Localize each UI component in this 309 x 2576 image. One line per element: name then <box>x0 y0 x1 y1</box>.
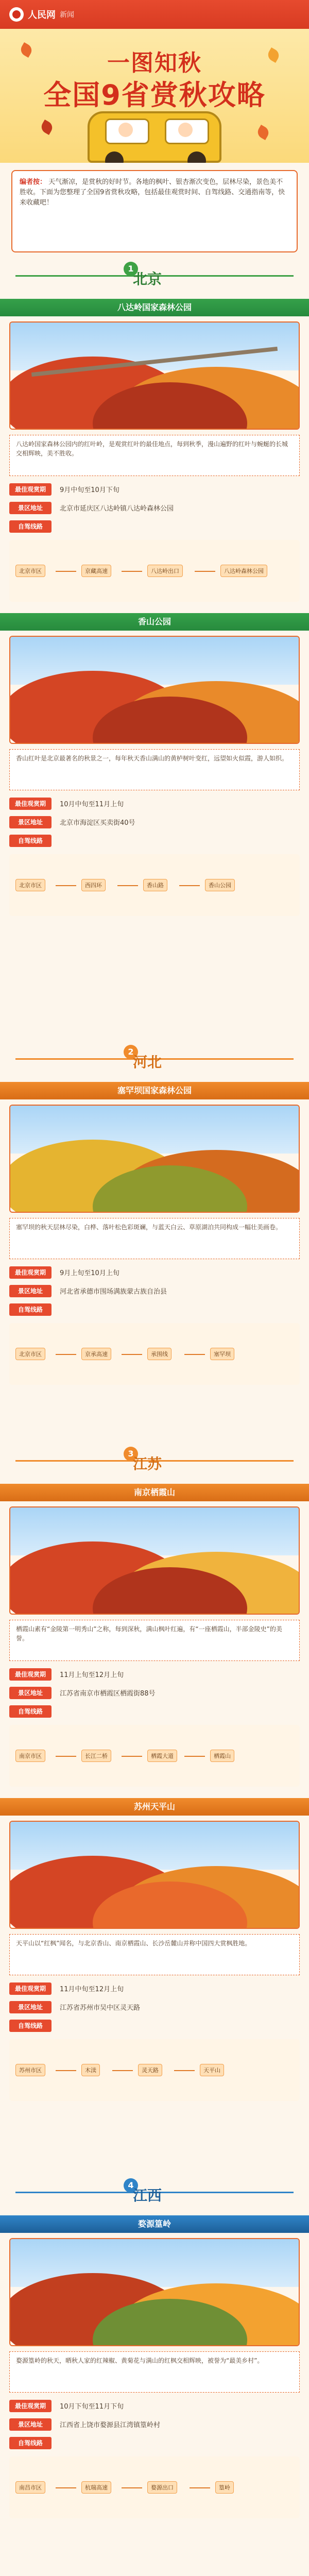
address-value: 江西省上饶市婺源县江湾镇篁岭村 <box>60 2421 161 2429</box>
address-tag: 景区地址 <box>9 2001 52 2013</box>
drive-route-tag: 自驾线路 <box>9 1303 52 1316</box>
region-header <box>0 1041 309 1077</box>
spot-photo <box>9 2238 300 2346</box>
spot-info <box>9 796 300 852</box>
hero-title-line2: 全国9省赏秋攻略 <box>43 79 266 111</box>
route-node: 香山公园 <box>205 879 235 891</box>
address-value: 河北省承德市围场满族蒙古族自治县 <box>60 1288 167 1296</box>
spot-title: 塞罕坝国家森林公园 <box>0 1082 309 1099</box>
best-time-tag: 最佳观赏期 <box>9 798 52 810</box>
section-jiangsu <box>0 1443 309 2164</box>
drive-route-diagram <box>9 1725 300 1787</box>
address-tag: 景区地址 <box>9 1285 52 1297</box>
region-header <box>0 258 309 294</box>
drive-route-diagram <box>9 2456 300 2518</box>
route-node: 篁岭 <box>215 2481 234 2494</box>
route-node: 京藏高速 <box>81 565 111 577</box>
route-node: 承围线 <box>147 1348 171 1360</box>
route-node: 长江二桥 <box>81 1750 111 1762</box>
section-jiangxi <box>0 2174 309 2566</box>
drive-route-tag: 自驾线路 <box>9 520 52 533</box>
route-node: 北京市区 <box>15 565 45 577</box>
best-time-tag: 最佳观赏期 <box>9 2400 52 2412</box>
region-header <box>0 2174 309 2210</box>
best-time-value: 9月上旬至10月上旬 <box>60 1269 119 1277</box>
address-value: 江苏省苏州市吴中区灵天路 <box>60 2004 141 2012</box>
section-beijing <box>0 258 309 1030</box>
best-time-value: 11月上旬至12月上旬 <box>60 1671 124 1679</box>
region-name: 河北 <box>133 1054 162 1071</box>
spot-description: 天平山以“红枫”闻名，与北京香山、南京栖霞山、长沙岳麓山并称中国四大赏枫胜地。 <box>9 1934 300 1975</box>
spot-description: 八达岭国家森林公园内的红叶岭，是观赏红叶的最佳地点，每到秋季，漫山遍野的红叶与蜿蜒的长城交相辉映，美不胜收。 <box>9 435 300 476</box>
spot-photo <box>9 1105 300 1213</box>
region-number: 3 <box>124 1447 138 1461</box>
drive-route-diagram <box>9 1323 300 1385</box>
best-time-value: 9月中旬至10月下旬 <box>60 486 119 494</box>
spot-description: 塞罕坝的秋天层林尽染，白桦、落叶松色彩斑斓，与蓝天白云、草原湖泊共同构成一幅壮美画卷。 <box>9 1218 300 1259</box>
address-value: 北京市海淀区买卖街40号 <box>60 819 135 827</box>
spot-photo <box>9 1821 300 1929</box>
best-time-tag: 最佳观赏期 <box>9 483 52 496</box>
drive-route-tag: 自驾线路 <box>9 2437 52 2449</box>
intro-box <box>11 170 298 252</box>
spot-info <box>9 2399 300 2454</box>
address-value: 北京市延庆区八达岭镇八达岭森林公园 <box>60 505 174 513</box>
drive-route-tag: 自驾线路 <box>9 2020 52 2032</box>
section-hebei <box>0 1041 309 1432</box>
spot-info <box>9 482 300 538</box>
route-node: 京承高速 <box>81 1348 111 1360</box>
route-node: 北京市区 <box>15 879 45 891</box>
best-time-tag: 最佳观赏期 <box>9 1982 52 1995</box>
spot-title: 八达岭国家森林公园 <box>0 299 309 316</box>
route-node: 栖霞山 <box>210 1750 234 1762</box>
intro-label: 编者按： <box>20 178 47 186</box>
route-node: 木渎 <box>81 2064 100 2076</box>
spot-info <box>9 1981 300 2037</box>
leaf-icon <box>39 120 55 135</box>
spot-title: 南京栖霞山 <box>0 1484 309 1501</box>
spot-description: 香山红叶是北京最著名的秋景之一，每年秋天香山满山的黄栌树叶变红，远望如火似霞，游人如织。 <box>9 749 300 790</box>
route-node: 八达岭出口 <box>147 565 183 577</box>
intro-text: 天气渐凉，是赏秋的好时节。各地的枫叶、银杏渐次变色，层林尽染，景色美不胜收。下面为您整理了全国9省赏秋攻略，包括最佳观赏时间、自驾线路、交通指南等，快来收藏吧！ <box>20 178 285 207</box>
address-tag: 景区地址 <box>9 502 52 514</box>
address-tag: 景区地址 <box>9 816 52 828</box>
route-node: 北京市区 <box>15 1348 45 1360</box>
route-node: 南京市区 <box>15 1750 45 1762</box>
spot-description: 婺源篁岭的秋天，晒秋人家的红辣椒、黄菊花与满山的红枫交相辉映，被誉为“最美乡村”。 <box>9 2351 300 2393</box>
best-time-value: 10月中旬至11月上旬 <box>60 801 124 808</box>
brand-site: 新闻 <box>60 11 74 19</box>
best-time-value: 10月下旬至11月下旬 <box>60 2403 124 2411</box>
spot-info <box>9 1667 300 1723</box>
drive-route-diagram <box>9 854 300 916</box>
route-node: 苏州市区 <box>15 2064 45 2076</box>
region-name: 江西 <box>133 2187 162 2204</box>
address-tag: 景区地址 <box>9 1687 52 1699</box>
brand[interactable] <box>9 7 74 22</box>
route-node: 塞罕坝 <box>210 1348 234 1360</box>
drive-route-diagram <box>9 2039 300 2101</box>
drive-route-tag: 自驾线路 <box>9 835 52 847</box>
region-number: 1 <box>124 262 138 276</box>
brand-name: 人民网 <box>28 10 56 21</box>
route-node: 香山路 <box>143 879 167 891</box>
route-node: 杭瑞高速 <box>81 2481 111 2494</box>
car-illustration <box>88 111 221 163</box>
address-tag: 景区地址 <box>9 2418 52 2431</box>
best-time-tag: 最佳观赏期 <box>9 1668 52 1681</box>
spot-photo <box>9 636 300 744</box>
region-name: 北京 <box>133 270 162 287</box>
drive-route-diagram <box>9 540 300 602</box>
spot-title: 香山公园 <box>0 613 309 631</box>
route-node: 灵天路 <box>138 2064 162 2076</box>
route-node: 南昌市区 <box>15 2481 45 2494</box>
spot-photo <box>9 321 300 430</box>
region-number: 4 <box>124 2178 138 2193</box>
region-name: 江苏 <box>133 1455 162 1472</box>
spot-description: 栖霞山素有“金陵第一明秀山”之称，每到深秋，满山枫叶红遍，有“一座栖霞山，半部金陵史”的美誉。 <box>9 1620 300 1661</box>
spot-title: 苏州天平山 <box>0 1798 309 1816</box>
region-header <box>0 1443 309 1479</box>
hero-banner <box>0 29 309 163</box>
region-number: 2 <box>124 1045 138 1059</box>
address-value: 江苏省南京市栖霞区栖霞街88号 <box>60 1690 156 1698</box>
route-node: 八达岭森林公园 <box>220 565 267 577</box>
top-bar <box>0 0 309 29</box>
leaf-icon <box>255 125 271 140</box>
spot-title: 婺源篁岭 <box>0 2215 309 2233</box>
spot-photo <box>9 1506 300 1615</box>
best-time-value: 11月中旬至12月上旬 <box>60 1986 124 1993</box>
route-node: 栖霞大道 <box>147 1750 177 1762</box>
drive-route-tag: 自驾线路 <box>9 1705 52 1718</box>
route-node: 西四环 <box>81 879 106 891</box>
logo-icon <box>9 7 24 22</box>
hero-title-line1: 一图知秋 <box>107 50 202 76</box>
best-time-tag: 最佳观赏期 <box>9 1266 52 1279</box>
route-node: 婺源出口 <box>147 2481 177 2494</box>
spot-info <box>9 1265 300 1321</box>
route-node: 天平山 <box>200 2064 224 2076</box>
